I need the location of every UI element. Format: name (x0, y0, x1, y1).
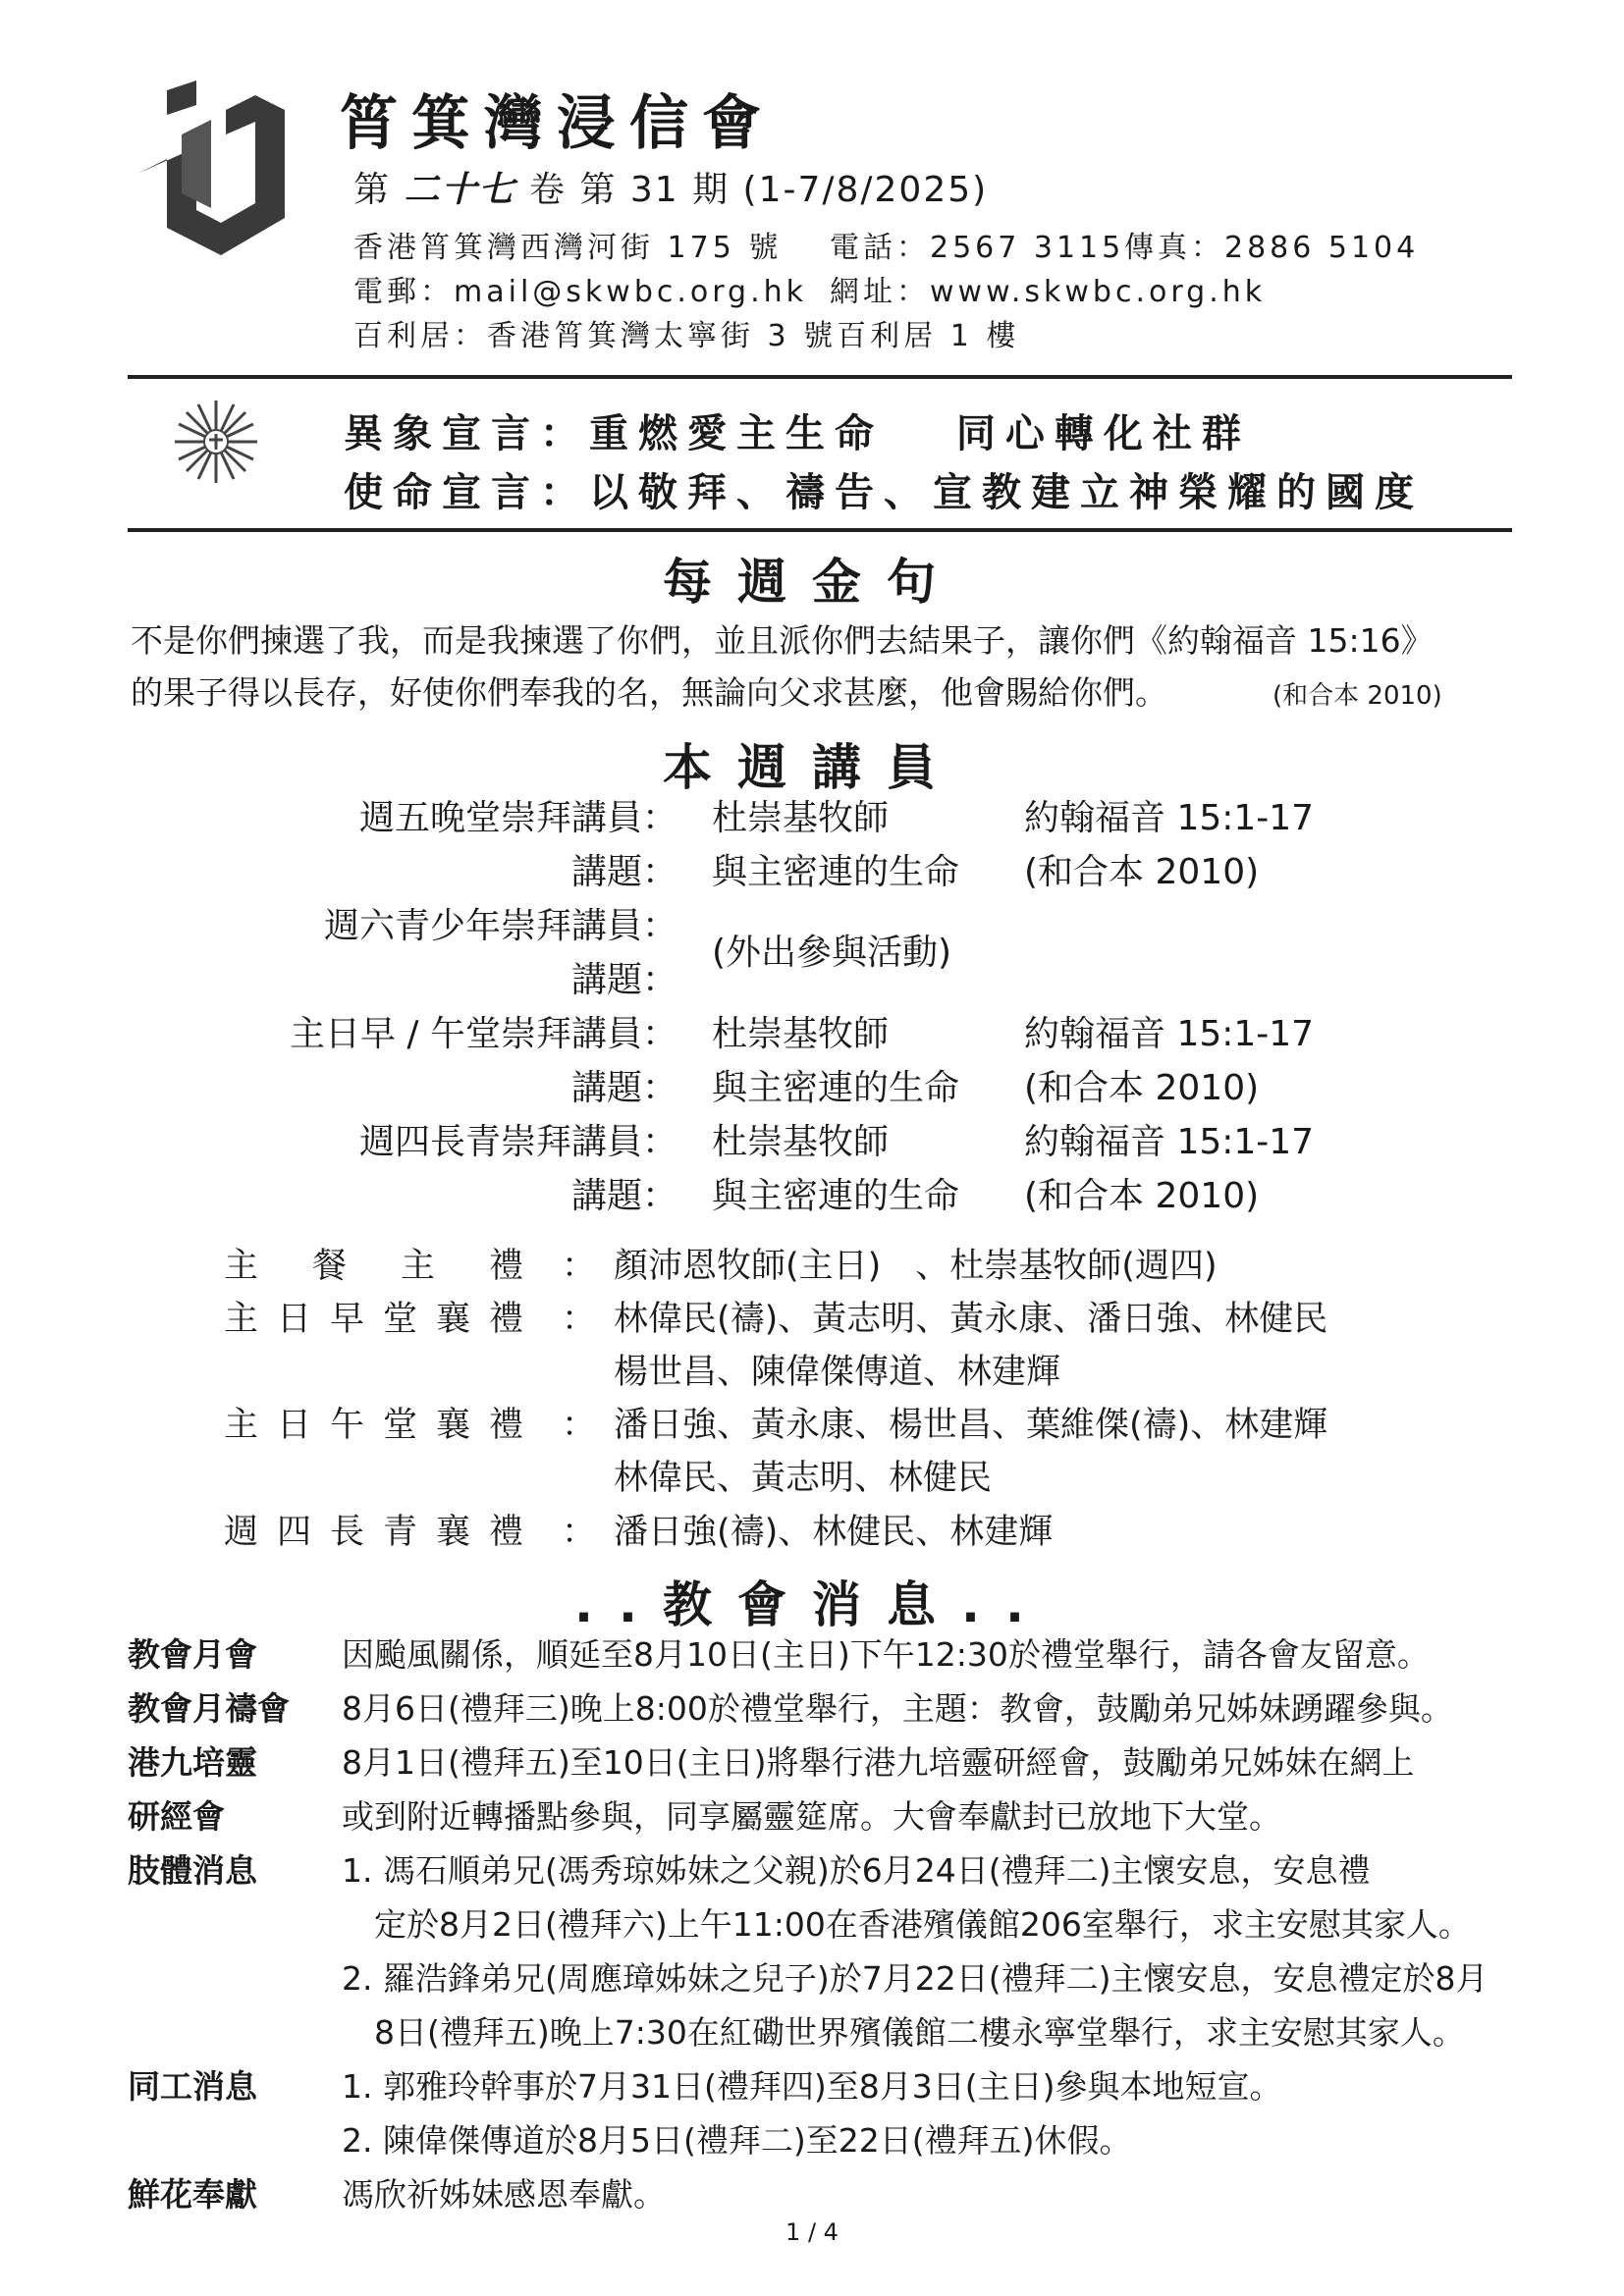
bible-version: (和合本 2010) (1024, 1176, 1260, 1216)
duty-colon: ： (562, 1300, 597, 1339)
golden-verse-line-2: 的果子得以長存，好使你們奉我的名，無論向父求甚麼，他會賜給你們。 (131, 673, 1167, 712)
duty-label: 主 日 午 堂 襄 禮 (224, 1406, 523, 1445)
news-text: 8月6日(禮拜三)晚上8:00於禮堂舉行，主題：教會，鼓勵弟兄姊妹踴躍參與。 (342, 1689, 1453, 1728)
speaker-name: 杜崇基牧師 (712, 1014, 890, 1054)
duty-value: 潘日強(禱)、林健民、林建輝 (614, 1513, 1054, 1552)
duty-label: 週 四 長 青 襄 禮 (224, 1513, 523, 1552)
speakers-heading: 本週講員 (663, 739, 961, 796)
news-text: 1. 郭雅玲幹事於7月31日(禮拜四)至8月3日(主日)參與本地短宣。 (342, 2067, 1282, 2106)
news-label: 肢體消息 (128, 1851, 257, 1890)
duty-value: 林偉民、黃志明、林健民 (614, 1459, 993, 1498)
golden-verse-heading: 每週金句 (663, 554, 961, 611)
news-text: 2. 陳偉傑傳道於8月5日(禮拜二)至22日(禮拜五)休假。 (342, 2121, 1132, 2160)
golden-verse-line-1: 不是你們揀選了我，而是我揀選了你們，並且派你們去結果子，讓你們《約翰福音 15:16》 (131, 621, 1434, 660)
church-news-heading: ..教會消息.. (574, 1576, 1050, 1633)
church-website: 網址：www.skwbc.org.hk (830, 275, 1267, 309)
news-text: 定於8月2日(禮拜六)上午11:00在香港殯儀館206室舉行，求主安慰其家人。 (342, 1905, 1471, 1944)
speaker-role: 週五晚堂崇拜講員： (358, 798, 677, 838)
sermon-title: 與主密連的生命 (712, 1068, 960, 1108)
vision-divider (128, 528, 1512, 532)
page-number: 1 / 4 (785, 2218, 839, 2246)
saturday-note: (外出參與活動) (712, 933, 952, 973)
duty-value: 顏沛恩牧師(主日) 、杜崇基牧師(週四) (614, 1247, 1218, 1286)
church-logo (128, 80, 295, 262)
sermon-title-label: 講題： (570, 852, 677, 892)
news-label: 港九培靈 (128, 1743, 257, 1782)
duty-colon: ： (562, 1513, 597, 1552)
news-text: 8日(禮拜五)晚上7:30在紅磡世界殯儀館二樓永寧堂舉行，求主安慰其家人。 (342, 2013, 1465, 2052)
news-text: 2. 羅浩鋒弟兄(周應璋姊妹之兒子)於7月22日(禮拜二)主懷安息，安息禮定於8月 (342, 1959, 1489, 1998)
duty-label: 主 餐 主 禮 (224, 1247, 523, 1286)
sermon-title: 與主密連的生命 (712, 852, 960, 892)
volume-number: 二十七 (404, 170, 516, 210)
sermon-title-label: 講題： (570, 1176, 677, 1216)
duty-value: 林偉民(禱)、黃志明、黃永康、潘日強、林健民 (614, 1300, 1328, 1339)
news-text: 因颱風關係，順延至8月10日(主日)下午12:30於禮堂舉行，請各會友留意。 (342, 1635, 1430, 1674)
news-text: 或到附近轉播點參與，同享屬靈筵席。大會奉獻封已放地下大堂。 (342, 1797, 1281, 1836)
branch-address: 百利居：香港筲箕灣太寧街 3 號百利居 1 樓 (353, 319, 1020, 353)
news-text: 馮欣祈姊妹感恩奉獻。 (342, 2175, 666, 2214)
bible-version: (和合本 2010) (1024, 1068, 1260, 1108)
sermon-title-label: 講題： (570, 960, 677, 1000)
duty-value: 楊世昌、陳偉傑傳道、林建輝 (614, 1353, 1061, 1392)
speaker-scripture: 約翰福音 15:1-17 (1024, 798, 1315, 838)
vision-statement: 異象宣言：重燃愛主生命 同心轉化社群 (344, 411, 1251, 456)
issue-line: 第 二十七 卷 第 31 期 (1-7/8/2025) (353, 170, 989, 210)
duty-label: 主 日 早 堂 襄 禮 (224, 1300, 523, 1339)
speaker-scripture: 約翰福音 15:1-17 (1024, 1014, 1315, 1054)
sermon-title-label: 講題： (570, 1068, 677, 1108)
news-label: 教會月會 (128, 1635, 257, 1674)
church-address: 香港筲箕灣西灣河街 175 號 (353, 231, 783, 265)
header-divider (128, 375, 1512, 379)
bible-version: (和合本 2010) (1024, 852, 1260, 892)
church-email: 電郵：mail@skwbc.org.hk (353, 275, 808, 309)
speaker-name: 杜崇基牧師 (712, 1122, 890, 1162)
church-fax: 傳真：2886 5104 (1124, 231, 1420, 265)
speaker-name: 杜崇基牧師 (712, 798, 890, 838)
news-label: 研經會 (128, 1797, 225, 1836)
duty-value: 潘日強、黃永康、楊世昌、葉維傑(禱)、林建輝 (614, 1406, 1328, 1445)
news-label: 鮮花奉獻 (128, 2175, 257, 2214)
news-label: 同工消息 (128, 2067, 257, 2106)
duty-colon: ： (562, 1406, 597, 1445)
duty-colon: ： (562, 1247, 597, 1286)
church-name: 筲箕灣浸信會 (339, 89, 775, 158)
church-phone: 電話：2567 3115 (830, 231, 1125, 265)
sunburst-emblem-icon (167, 393, 265, 491)
speaker-role: 主日早 / 午堂崇拜講員： (289, 1014, 677, 1054)
speaker-role: 週六青少年崇拜講員： (323, 906, 677, 946)
mission-statement: 使命宣言：以敬拜、禱告、宣教建立神榮耀的國度 (344, 470, 1424, 515)
sermon-title: 與主密連的生命 (712, 1176, 960, 1216)
golden-verse-version: (和合本 2010) (1272, 681, 1442, 711)
news-text: 8月1日(禮拜五)至10日(主日)將舉行港九培靈研經會，鼓勵弟兄姊妹在網上 (342, 1743, 1415, 1782)
speaker-role: 週四長青崇拜講員： (358, 1122, 677, 1162)
speaker-scripture: 約翰福音 15:1-17 (1024, 1122, 1315, 1162)
news-text: 1. 馮石順弟兄(馮秀琼姊妹之父親)於6月24日(禮拜二)主懷安息，安息禮 (342, 1851, 1371, 1890)
news-label: 教會月禱會 (128, 1689, 290, 1728)
